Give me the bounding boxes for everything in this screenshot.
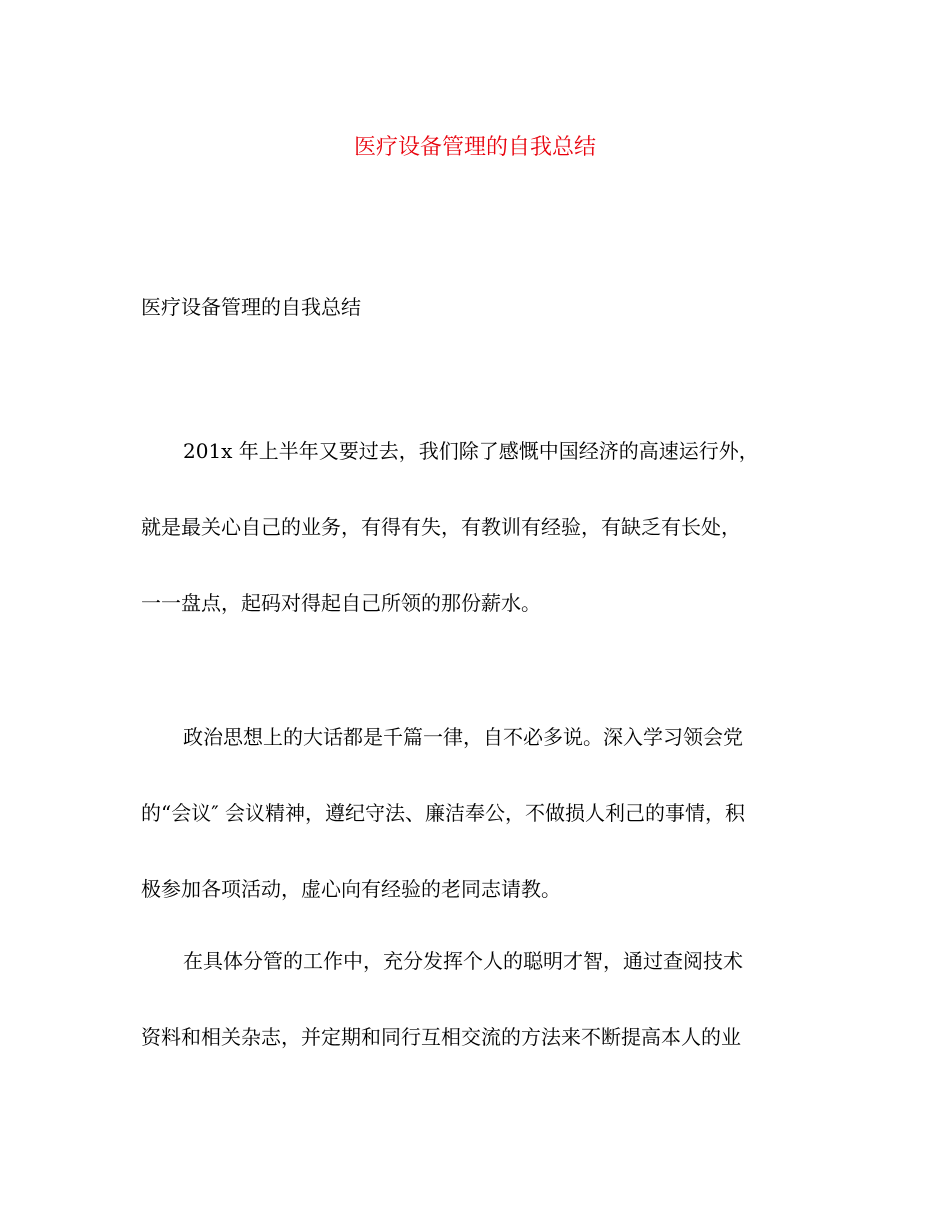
document-subtitle: 医疗设备管理的自我总结 [141,295,361,319]
paragraph-line: 在具体分管的工作中，充分发挥个人的聪明才智，通过查阅技术 [183,949,743,973]
document-title: 医疗设备管理的自我总结 [353,135,596,160]
paragraph-line: 的“会议″ 会议精神，遵纪守法、廉洁奉公，不做损人利己的事情，积 [141,801,746,825]
paragraph-work [141,941,821,1093]
paragraph-line: 极参加各项活动，虚心向有经验的老同志请教。 [141,877,561,901]
paragraph-intro [141,431,821,659]
paragraph-line: 201x 年上半年又要过去，我们除了感慨中国经济的高速运行外， [183,439,759,463]
paragraph-line: 资料和相关杂志，并定期和同行互相交流的方法来不断提高本人的业 [141,1025,741,1049]
paragraph-line: 一一盘点，起码对得起自己所领的那份薪水。 [141,591,541,615]
paragraph-line: 就是最关心自己的业务，有得有失，有教训有经验，有缺乏有长处， [141,515,741,539]
paragraph-line: 政治思想上的大话都是千篇一律，自不必多说。深入学习领会党 [183,725,743,749]
paragraph-political [141,717,821,945]
